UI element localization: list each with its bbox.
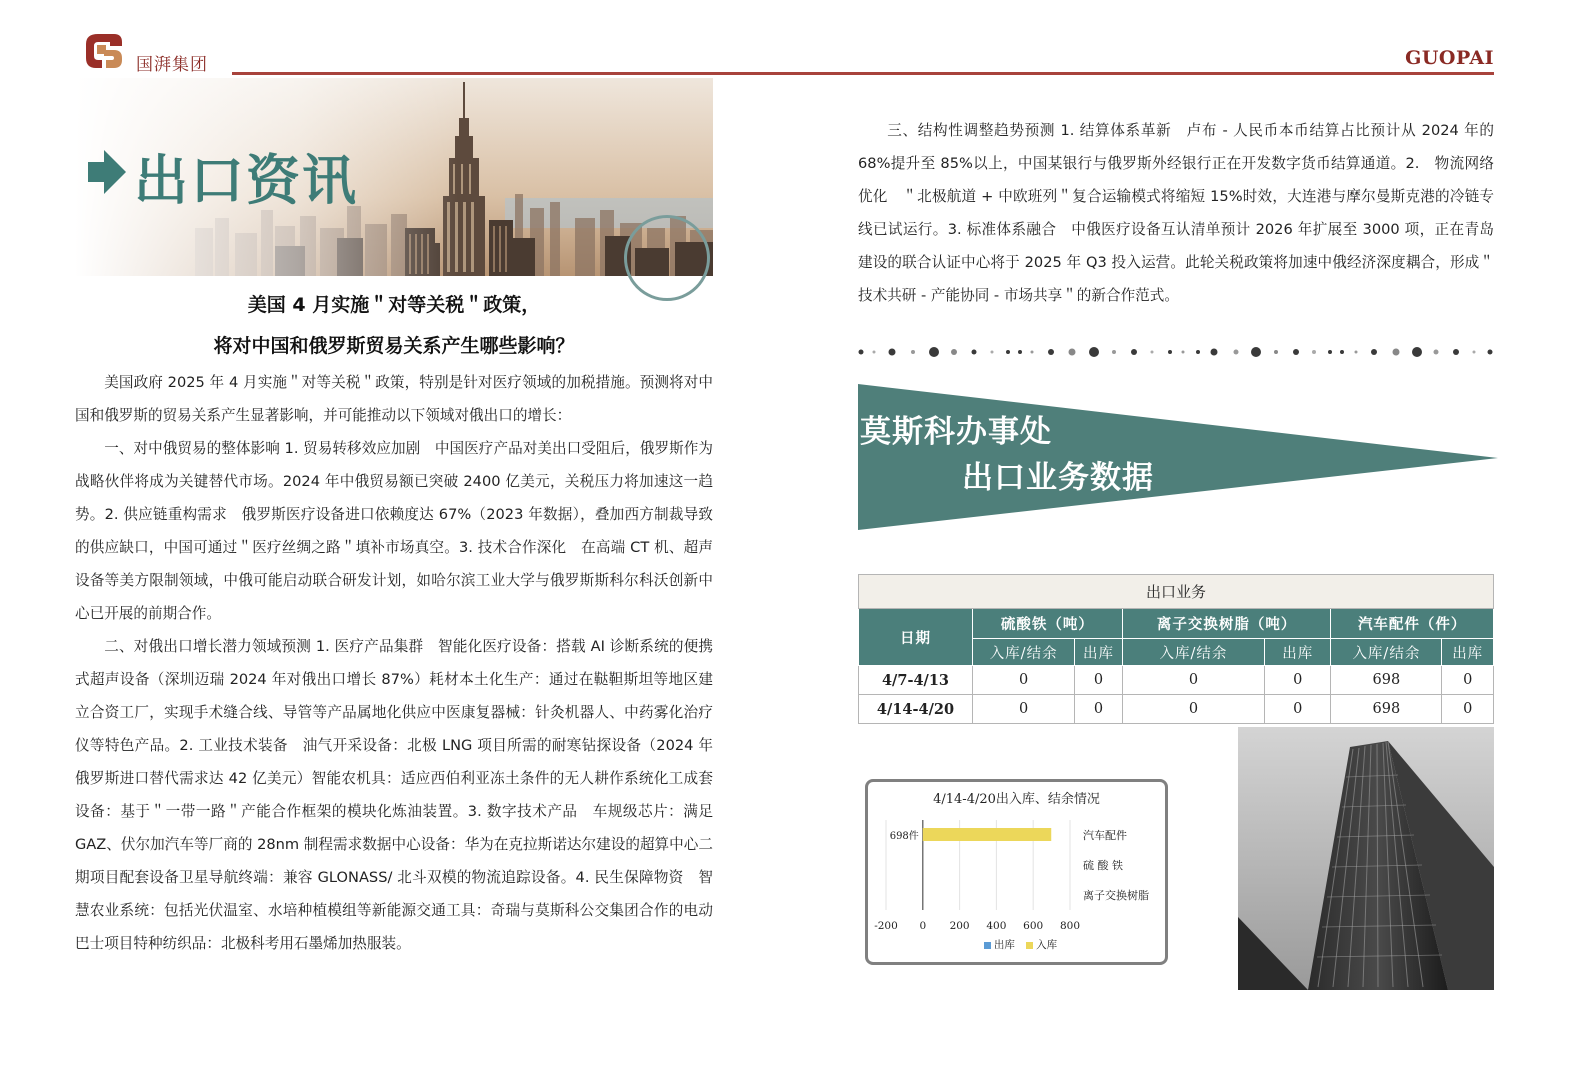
article-body [75, 366, 713, 960]
article-paragraph: 二、对俄出口增长潜力领域预测 1. 医疗产品集群 智能化医疗设备：搭载 AI 诊断系统的便携式超声设备（深圳迈瑞 2024 年对俄出口增长 87%）耗材本土化生产：通过在鞑靼斯坦等地区建立合资工厂，实现手术缝合线、导管等产品属地化供应中医康复器械：针灸机器人、中药雾化治疗仪等特色产品。2. 工业技术装备 油气开采设备：北极 LNG 项目所需的耐寒钻探设备（2024 年俄罗斯进口替代需求达 42 亿美元）智能农机具：适应西伯利亚冻土条件的无人耕作系统化工成套设备：基于＂一带一路＂产能合作框架的模块化炼油装置。3. 数字技术产品 车规级芯片：满足 GAZ、伏尔加汽车等厂商的 28nm 制程需求数据中心设备：华为在克拉斯诺达尔建设的超算中心二期项目配套设备卫星导航终端：兼容 GLONASS/ 北斗双模的物流追踪设备。4. 民生保障物资 智慧农业系统：包括光伏温室、水培种植模组等新能源交通工具：奇瑞与莫斯科公交集团合作的电动巴士项目特种纺织品：北极科考用石墨烯加热服装。 [75, 638, 713, 952]
chart-plot [868, 782, 1165, 932]
sub-header: 出库 [1075, 639, 1123, 666]
table-cell: 0 [1075, 666, 1123, 695]
table-row [859, 695, 1494, 724]
article-title-line2: 将对中国和俄罗斯贸易关系产生哪些影响？ [213, 335, 575, 357]
legend-swatch-out [984, 942, 991, 949]
export-data-table [858, 574, 1494, 724]
chart-data-label: 698件 [889, 831, 919, 842]
table-row [859, 666, 1494, 695]
arrow-right-icon [88, 150, 128, 194]
skyscraper-photo [1238, 727, 1494, 990]
article-title-line1: 美国 4 月实施＂对等关税＂政策， [247, 294, 541, 316]
table-cell: 0 [1265, 695, 1331, 724]
sub-header: 入库/结余 [973, 639, 1075, 666]
table-cell: 0 [1265, 666, 1331, 695]
chart-title: 4/14-4/20出入库、结余情况 [933, 792, 1100, 807]
sub-header: 入库/结余 [1331, 639, 1442, 666]
table-cell: 0 [1442, 695, 1494, 724]
table-cell-date: 4/7-4/13 [859, 666, 973, 695]
group-header-ion-resin: 离子交换树脂（吨） [1122, 609, 1331, 639]
table-cell: 0 [973, 666, 1075, 695]
header-brand: GUOPAI [1405, 47, 1494, 69]
chart-category-label: 汽车配件 [1083, 829, 1127, 842]
table-caption: 出口业务 [859, 575, 1494, 609]
group-header-auto-parts: 汽车配件（件） [1331, 609, 1494, 639]
legend-swatch-in [1026, 942, 1033, 949]
office-name: 莫斯科办事处 [860, 414, 1052, 450]
company-logo-icon [80, 30, 126, 72]
article-paragraph: 美国政府 2025 年 4 月实施＂对等关税＂政策，特别是针对医疗领域的加税措施。预测将对中国和俄罗斯的贸易关系产生显著影响，并可能推动以下领域对俄出口的增长： [75, 374, 713, 424]
chart-bar [923, 828, 1051, 841]
sub-header: 出库 [1265, 639, 1331, 666]
trend-forecast-text [858, 114, 1494, 312]
skyscraper-image [1238, 727, 1494, 990]
table-cell: 0 [1075, 695, 1123, 724]
sub-header: 入库/结余 [1122, 639, 1264, 666]
chart-category-label: 离子交换树脂 [1083, 889, 1149, 902]
legend-label-out: 出库 [993, 939, 1015, 951]
article-paragraph: 一、对中俄贸易的整体影响 1. 贸易转移效应加剧 中国医疗产品对美出口受阻后，俄罗斯作为战略伙伴将成为关键替代市场。2024 年中俄贸易额已突破 2400 亿美元，关税压力将加速这一趋势。2. 供应链重构需求 俄罗斯医疗设备进口依赖度达 67%（2023 年数据），叠加西方制裁导致的供应缺口，中国可通过＂医疗丝绸之路＂填补市场真空。3. 技术合作深化 在高端 CT 机、超声设备等美方限制领域，中俄可能启动联合研发计划，如哈尔滨工业大学与俄罗斯斯科尔科沃创新中心已开展的前期合作。 [75, 440, 713, 622]
chart-tick-label: 400 [986, 920, 1007, 932]
chart-tick-label: 200 [949, 920, 970, 932]
table-cell: 698 [1331, 695, 1442, 724]
chart-category-label: 硫 酸 铁 [1083, 859, 1123, 872]
table-cell: 0 [1122, 695, 1264, 724]
header-divider [232, 72, 1494, 75]
table-cell: 0 [1442, 666, 1494, 695]
chart-tick-label: 0 [919, 920, 927, 932]
decorative-ring [624, 215, 710, 301]
hero-title: 出口资讯 [134, 149, 358, 212]
chart-tick-label: 600 [1023, 920, 1044, 932]
office-subtitle: 出口业务数据 [962, 460, 1154, 496]
inventory-chart [865, 779, 1168, 965]
chart-legend [868, 937, 1165, 952]
sub-header: 出库 [1442, 639, 1494, 666]
group-header-ferric-sulfate: 硫酸铁（吨） [973, 609, 1123, 639]
chart-tick-label: -200 [874, 920, 898, 932]
trend-paragraph: 三、结构性调整趋势预测 1. 结算体系革新 卢布 - 人民币本币结算占比预计从 2024 年的 68%提升至 85%以上，中国某银行与俄罗斯外经银行正在开发数字货币结算通道。2. 物流网络优化 ＂北极航道 + 中欧班列＂复合运输模式将缩短 15%时效，大连港与摩尔曼斯克港的冷链专线已试运行。3. 标准体系融合 中俄医疗设备互认清单预计 2026 年扩展至 3000 项，正在青岛建设的联合认证中心将于 2025 年 Q3 投入运营。此轮关税政策将加速中俄经济深度耦合，形成＂技术共研 - 产能协同 - 市场共享＂的新合作范式。 [858, 122, 1494, 304]
table-cell: 0 [973, 695, 1075, 724]
logo-chinese-name: 国湃集团 [136, 55, 208, 75]
table-cell-date: 4/14-4/20 [859, 695, 973, 724]
legend-label-in: 入库 [1036, 939, 1058, 951]
table-cell: 698 [1331, 666, 1442, 695]
dotted-divider [858, 344, 1494, 360]
date-header: 日期 [859, 609, 973, 666]
chart-tick-label: 800 [1059, 920, 1081, 932]
table-cell: 0 [1122, 666, 1264, 695]
